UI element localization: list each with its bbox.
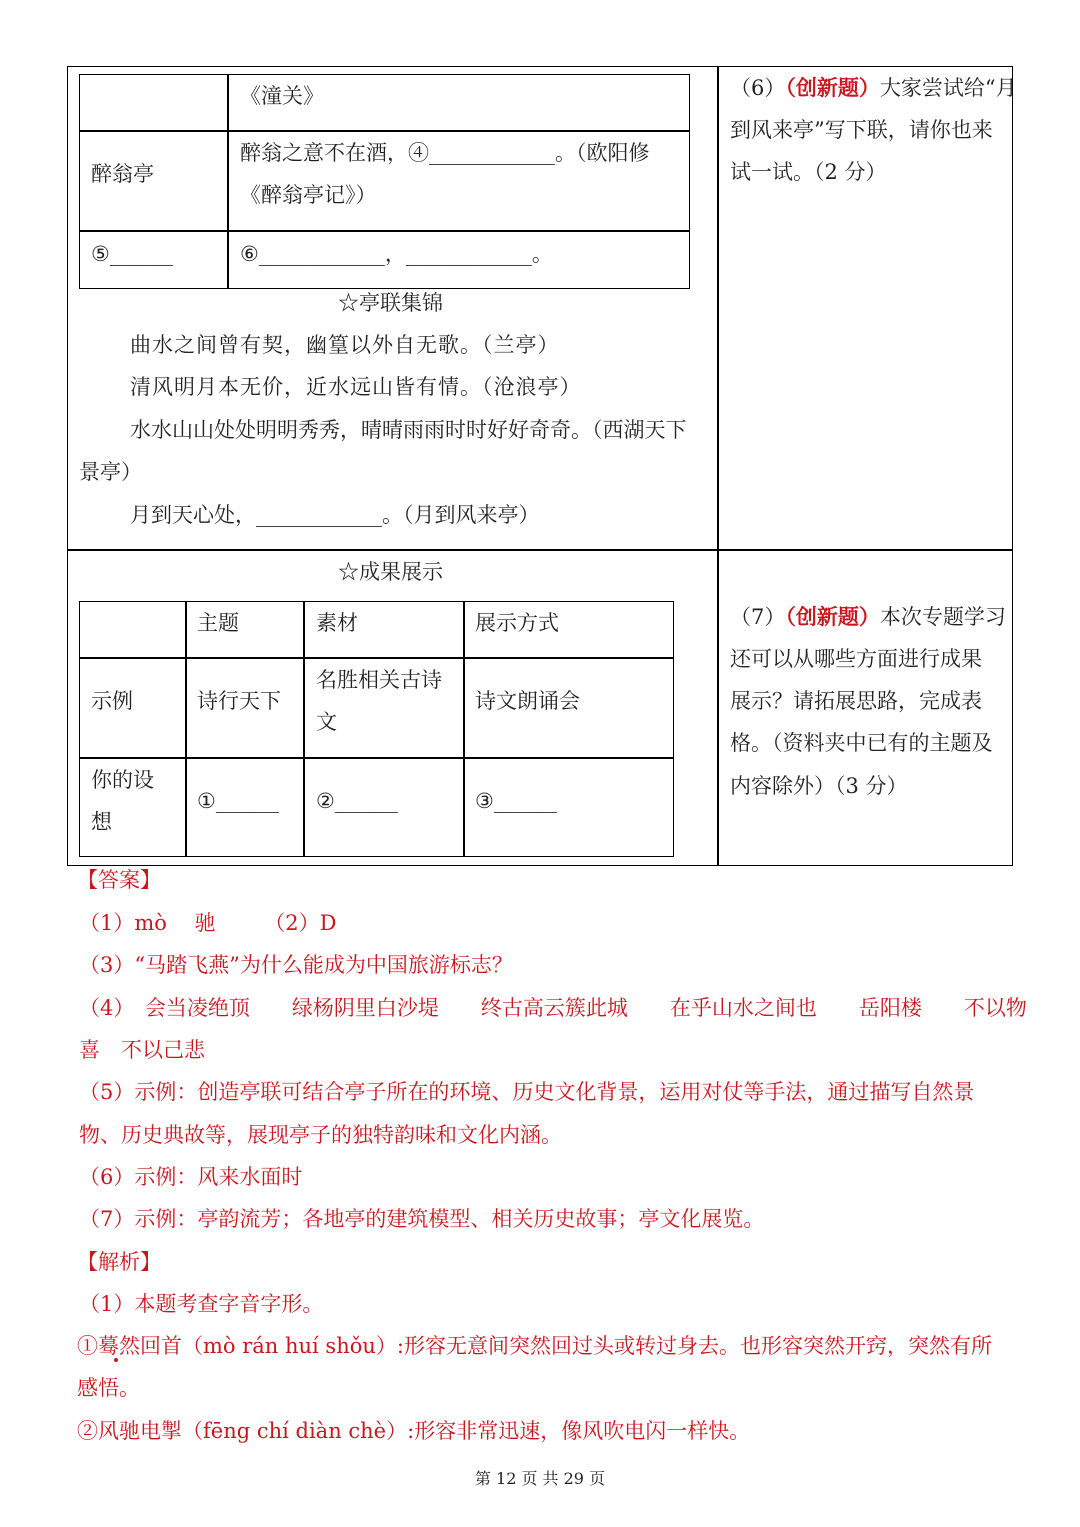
results-row-2 <box>79 757 674 759</box>
analysis-p3: ②风驰电掣（fēng chí diàn chè）:形容非常迅速，像风吹电闪一样快。 <box>77 1419 751 1443</box>
q6-tag: （创新题） <box>785 75 880 100</box>
analysis-p2-line2: 感悟。 <box>77 1376 140 1400</box>
q7-num: （7） <box>730 605 786 629</box>
q7-tag: （创新题） <box>785 604 880 629</box>
analysis-heading: 【解析】 <box>77 1250 161 1274</box>
answer-heading: 【答案】 <box>77 868 161 892</box>
couplet-line-4: 月到天心处，____________。（月到风来亭） <box>130 503 540 527</box>
q7-line2: 还可以从哪些方面进行成果 <box>730 647 982 671</box>
answer-7: （7）示例：亭韵流芳；各地亭的建筑模型、相关历史故事；亭文化展览。 <box>79 1207 765 1231</box>
outer-row-divider <box>67 549 1013 551</box>
q7-line1-rest: 本次专题学习 <box>879 605 1006 629</box>
analysis-p1: （1）本题考查字音字形。 <box>79 1292 324 1316</box>
q7-line3: 展示？请拓展思路，完成表 <box>730 689 982 713</box>
q6-line1 <box>730 67 1017 109</box>
couplet-line-1: 曲水之间曾有契，幽篁以外自无歌。（兰亭） <box>130 333 560 357</box>
table1-blank6: ⑥____________，____________。 <box>240 242 553 266</box>
inner-table-1-col <box>227 74 229 289</box>
q7-line5: 内容除外）（3 分） <box>730 774 908 798</box>
page-footer: 第 12 页 共 29 页 <box>474 1469 606 1488</box>
q7-line1 <box>730 596 1006 638</box>
answer-5-line1: （5）示例：创造亭联可结合亭子所在的环境、历史文化背景，运用对仗等手法，通过描写自然景 <box>79 1080 975 1104</box>
answer-5-line2: 物、历史典故等，展现亭子的独特韵味和文化内涵。 <box>79 1123 562 1147</box>
couplet-line-3b: 景亭） <box>79 460 142 484</box>
q6-line3: 试一试。（2 分） <box>730 160 887 184</box>
results-example-material-2: 文 <box>316 710 337 734</box>
results-col-1 <box>185 601 187 857</box>
table1-quote-line2: 《醉翁亭记》） <box>240 183 377 207</box>
results-example-method: 诗文朗诵会 <box>475 689 580 713</box>
results-yours-label-2: 想 <box>91 810 112 834</box>
results-col-3 <box>463 601 465 857</box>
results-yours-label-1: 你的设 <box>91 768 154 792</box>
answer-1-2: （1）mò 驰 （2）D <box>79 911 337 935</box>
results-title: ☆成果展示 <box>338 560 443 584</box>
results-header-method: 展示方式 <box>475 611 559 635</box>
results-header-material: 素材 <box>316 611 358 635</box>
table1-tongguan: 《潼关》 <box>240 84 324 108</box>
results-blank-3: ③______ <box>475 789 557 813</box>
couplets-title: ☆亭联集锦 <box>338 291 443 315</box>
inner-table-1-row2 <box>79 230 690 232</box>
q7-line4: 格。（资料夹中已有的主题及 <box>730 731 993 755</box>
outer-divider <box>717 66 719 866</box>
couplet-line-3a: 水水山山处处明明秀秀，晴晴雨雨时时好好奇奇。（西湖天下 <box>130 418 687 442</box>
table1-blank5: ⑤______ <box>91 242 173 266</box>
table1-zuiwengting: 醉翁亭 <box>91 162 154 186</box>
answer-3: （3）“马踏飞燕”为什么能成为中国旅游标志？ <box>79 953 513 977</box>
results-example-theme: 诗行天下 <box>197 689 281 713</box>
q6-line2: 到风来亭”写下联，请你也来 <box>730 118 993 142</box>
results-col-2 <box>303 601 305 857</box>
answer-6: （6）示例：风来水面时 <box>79 1165 303 1189</box>
answer-4-line2: 喜 不以己悲 <box>79 1038 205 1062</box>
results-example-material-1: 名胜相关古诗 <box>316 668 442 692</box>
table1-quote-line1: 醉翁之意不在酒，④____________。（欧阳修 <box>240 141 650 165</box>
couplet-line-2: 清风明月本无价，近水远山皆有情。（沧浪亭） <box>130 375 582 399</box>
results-header-theme: 主题 <box>197 611 239 635</box>
q6-line1-rest: 大家尝试给“月 <box>879 76 1017 100</box>
results-blank-2: ②______ <box>316 789 398 813</box>
analysis-p2-line1: ①蓦然回首（mò rán huí shǒu）:形容无意间突然回过头或转过身去。也形容突然开窍，突然有所 <box>77 1334 992 1358</box>
emphasis-dot <box>114 1358 118 1362</box>
q6-num: （6） <box>730 76 786 100</box>
answer-4-line1: （4） 会当凌绝顶 绿杨阴里白沙堤 终古高云簇此城 在乎山水之间也 岳阳楼 不以物 <box>79 996 1027 1020</box>
results-blank-1: ①______ <box>197 789 279 813</box>
results-example-label: 示例 <box>91 689 133 713</box>
